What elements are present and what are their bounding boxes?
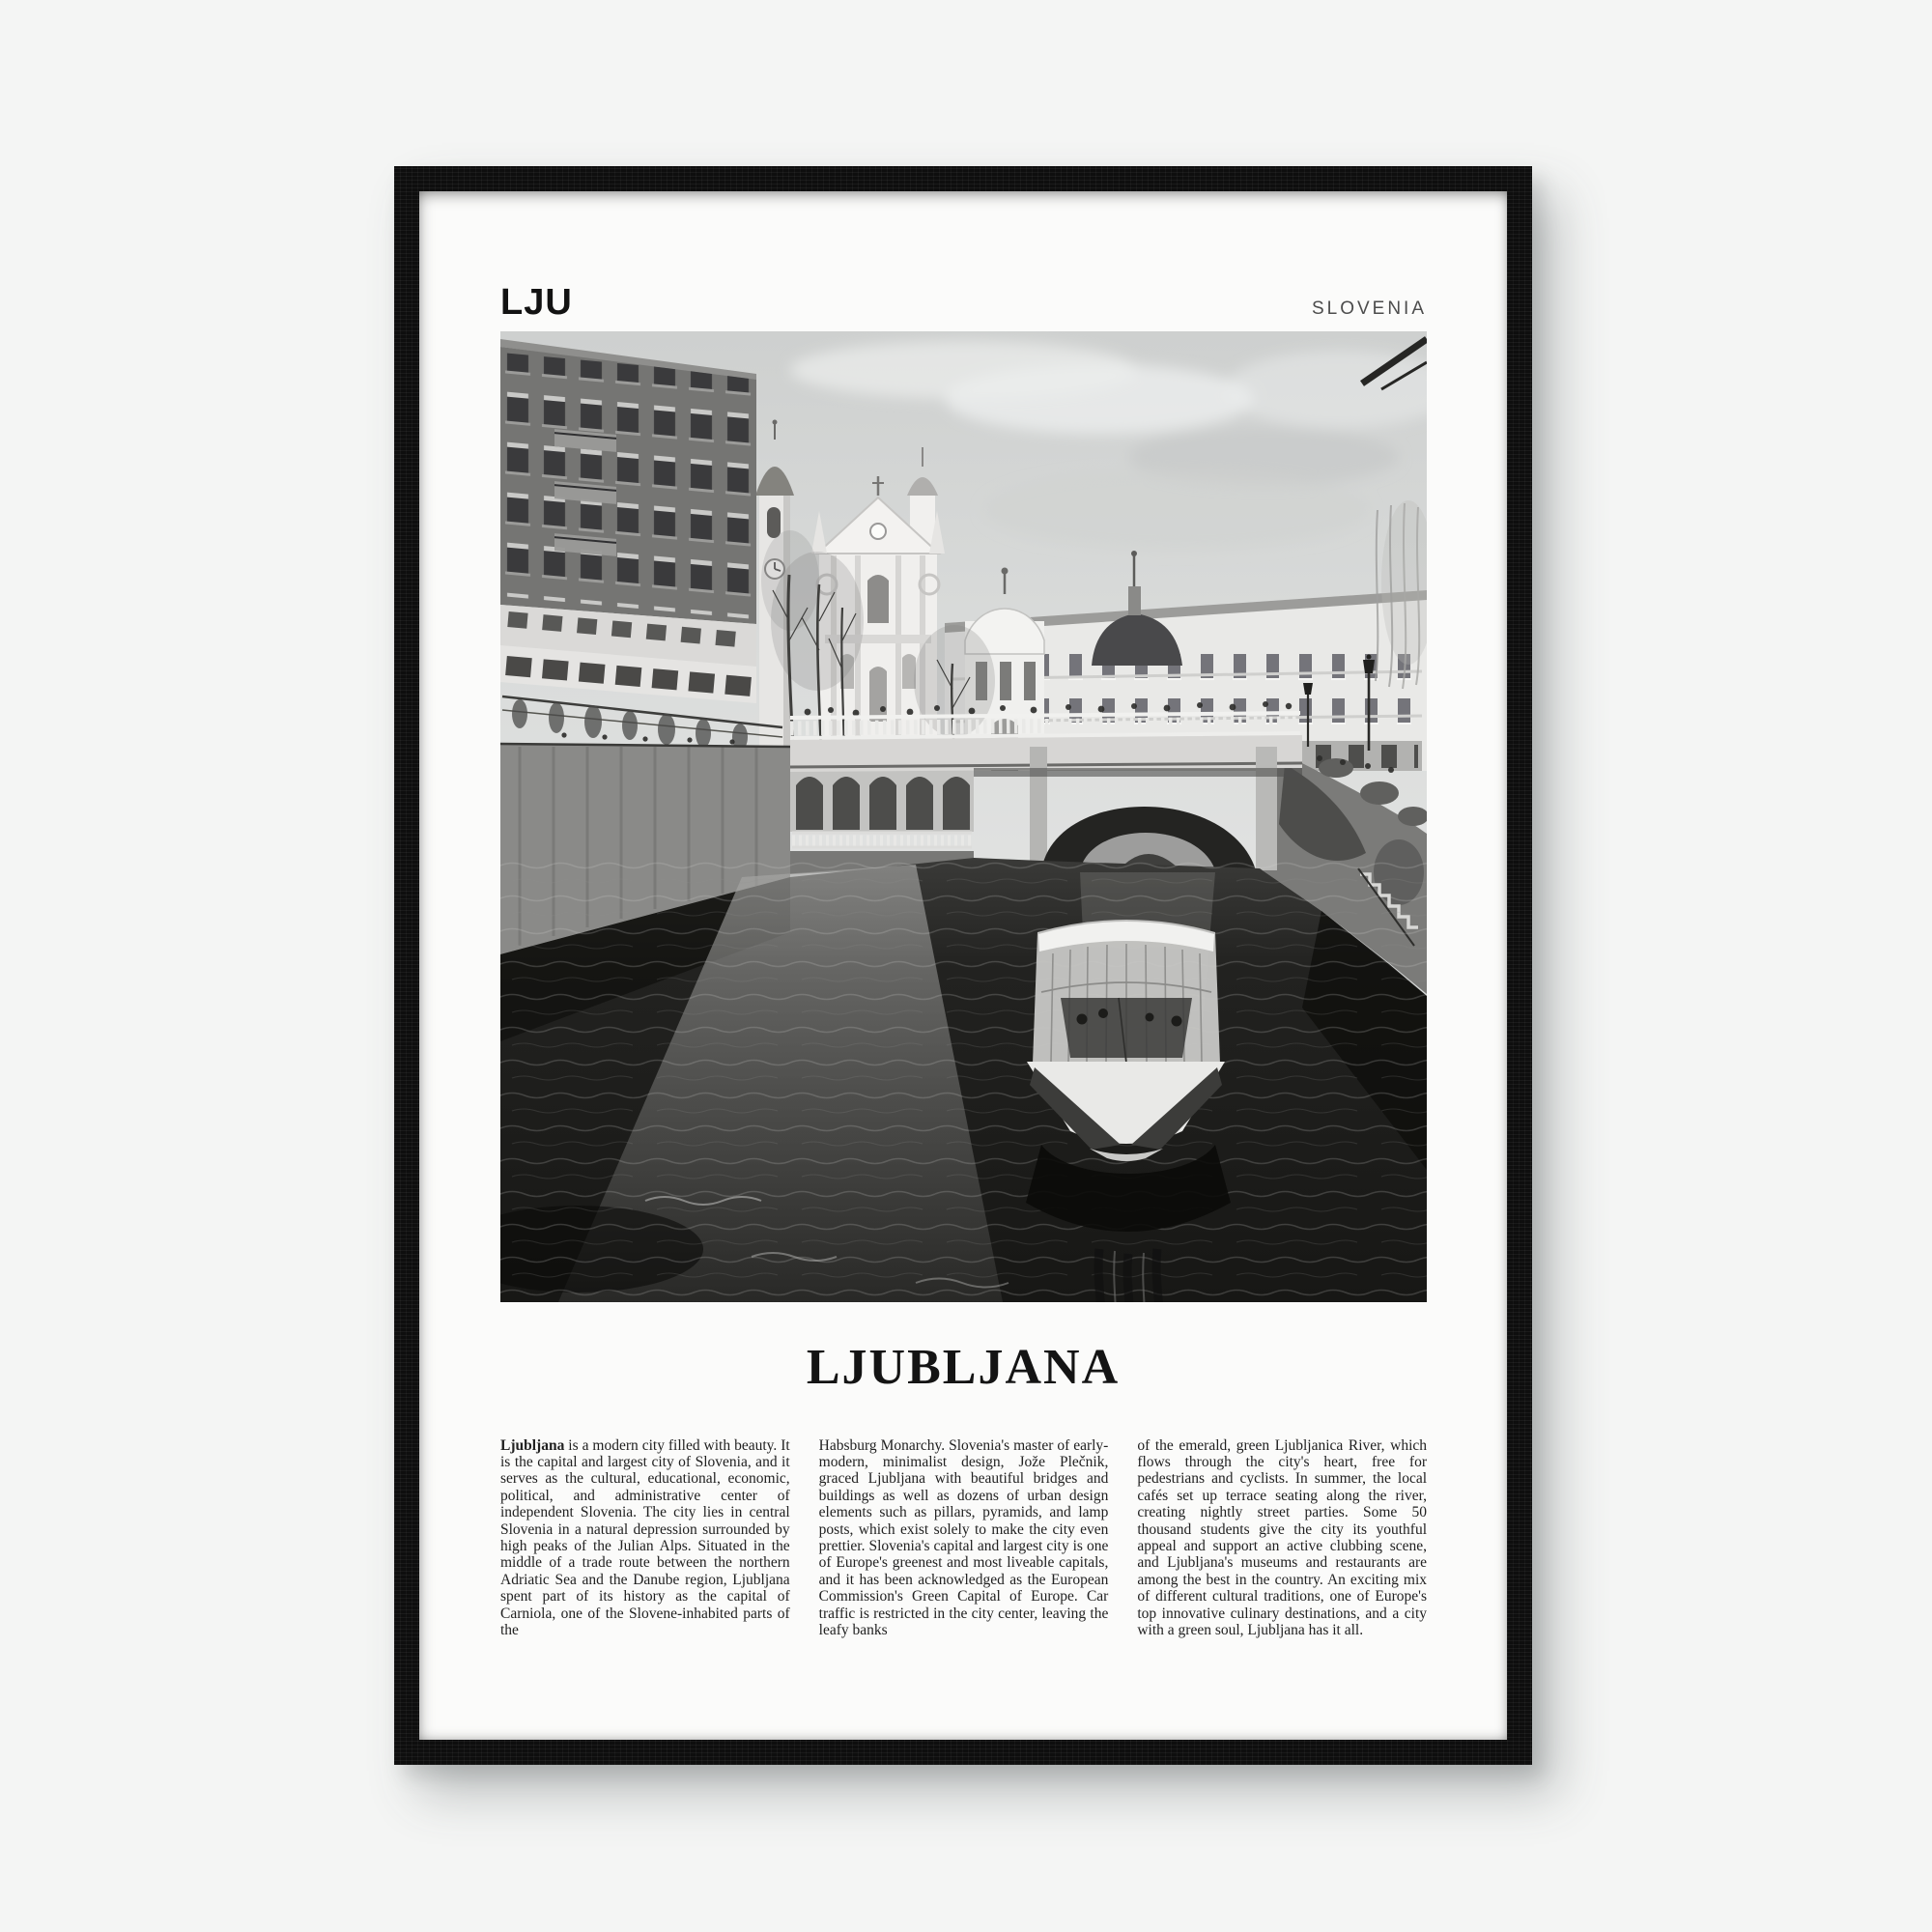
river xyxy=(500,858,1427,1302)
left-building xyxy=(500,339,756,703)
text-column-2: Habsburg Monarchy. Slovenia's master of early-modern, minimalist design, Jože Plečnik, graced Ljubljana with beautiful bridges and buildings as well as dozens of urban design elements such as pillars, pyramids, and lamp posts, which exist solely to make the city even prettier. Slovenia's capital and largest city is one of Europe's greenest and most liveable capitals, and it has been acknowledged as the European Commission's Green Capital of Europe. Car traffic is restricted in the city center, leaving the leafy banks xyxy=(818,1436,1109,1638)
ljubljana-photo-art xyxy=(500,331,1427,1302)
country-label: SLOVENIA xyxy=(1311,298,1427,319)
poster-mat xyxy=(419,191,1507,1740)
picture-frame xyxy=(394,166,1532,1765)
lead-word: Ljubljana xyxy=(500,1436,565,1454)
text-column-3: of the emerald, green Ljubljanica River, which flows through the city's heart, free for pedestrians and cyclists. In summer, the local cafés set up terrace seating along the river, creating nightly street parties. Some 50 thousand students give the city its youthful appeal and support an active clubbing scene, and Ljubljana's museums and restaurants are among the best in the country. An exciting mix of different cultural traditions, one of Europe's top innovative culinary destinations, and a city with a green soul, Ljubljana has it all. xyxy=(1137,1436,1428,1638)
text-column-1: Ljubljana is a modern city filled with beauty. It is the capital and largest city of Slovenia, and it serves as the cultural, educational, economic, political, and administrative center of independent Slovenia. The city lies in central Slovenia in a natural depression surrounded by high peaks of the Julian Alps. Situated in the middle of a trade route between the northern Adriatic Sea and the Danube region, Ljubljana spent part of its history as the capital of Carniola, one of the Slovene-inhabited parts of the xyxy=(500,1436,790,1638)
poster-title: LJUBLJANA xyxy=(806,1340,1121,1395)
body-text xyxy=(500,1422,1427,1654)
poster-header xyxy=(500,284,1427,321)
city-photo xyxy=(500,331,1427,1302)
city-code: LJU xyxy=(500,282,573,323)
